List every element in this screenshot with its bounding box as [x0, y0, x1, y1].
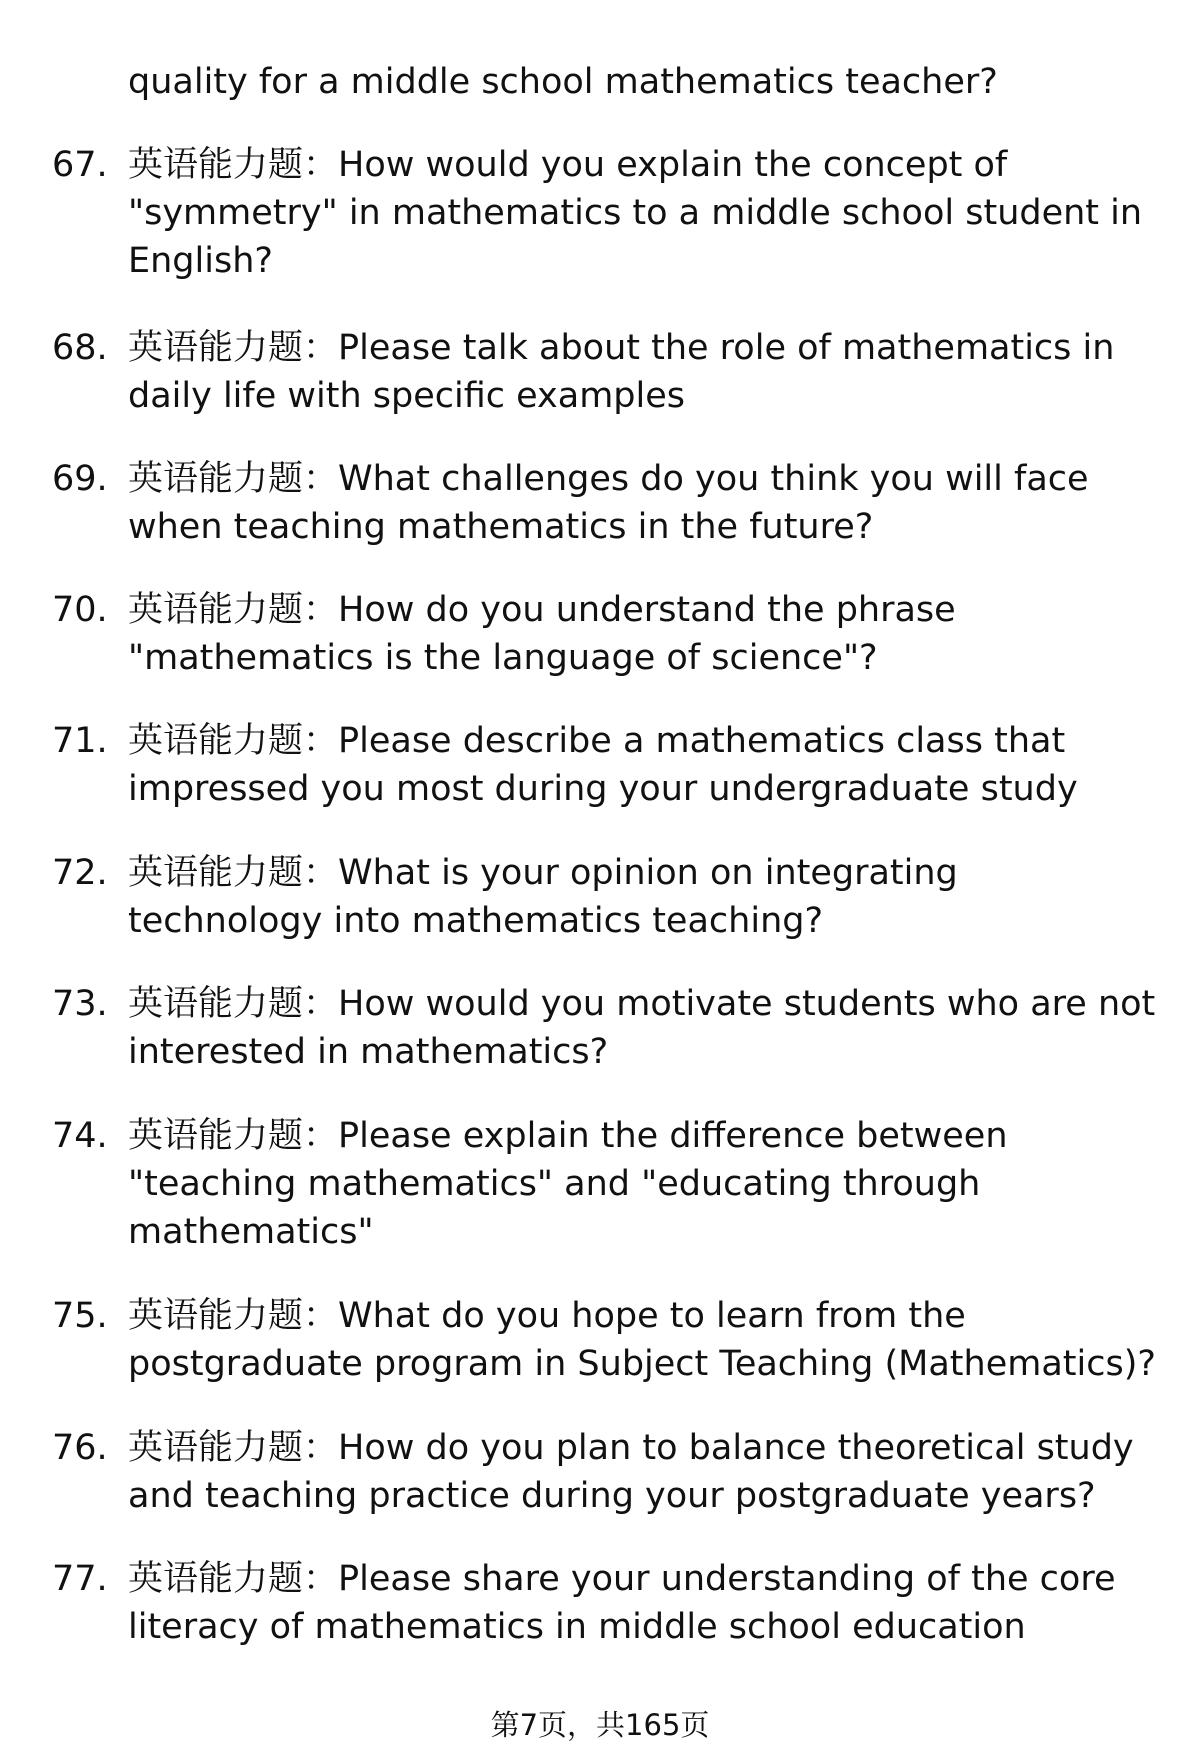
question-number: 72. — [52, 853, 108, 893]
continued-question-text: quality for a middle school mathematics teacher? — [128, 62, 998, 102]
question-72 — [52, 849, 1162, 945]
question-71 — [52, 717, 1162, 813]
question-body — [128, 980, 1158, 1076]
question-prefix: 英语能力题： — [128, 145, 339, 185]
question-text: How do you understand the phrase "mathematics is the language of science"? — [128, 590, 956, 678]
question-body — [128, 324, 1158, 420]
question-body — [128, 1424, 1158, 1520]
question-text: How would you explain the concept of "symmetry" in mathematics to a middle school student in English? — [128, 145, 1143, 281]
question-text: What do you hope to learn from the postgraduate program in Subject Teaching (Mathematics)? — [128, 1296, 1156, 1384]
question-prefix: 英语能力题： — [128, 590, 339, 630]
question-73 — [52, 980, 1162, 1076]
question-69 — [52, 455, 1162, 551]
question-prefix: 英语能力题： — [128, 1559, 339, 1599]
question-text: Please share your understanding of the core literacy of mathematics in middle school education — [128, 1559, 1116, 1647]
question-prefix: 英语能力题： — [128, 328, 339, 368]
question-text: Please describe a mathematics class that impressed you most during your undergraduate study — [128, 721, 1078, 809]
question-number: 73. — [52, 984, 108, 1024]
question-number: 68. — [52, 328, 108, 368]
question-prefix: 英语能力题： — [128, 1116, 339, 1156]
question-75 — [52, 1292, 1162, 1388]
question-text: How do you plan to balance theoretical study and teaching practice during your postgraduate years? — [128, 1428, 1134, 1516]
page-footer: 第7页，共165页 — [490, 1708, 710, 1742]
question-67 — [52, 141, 1162, 285]
question-number: 67. — [52, 145, 108, 185]
question-body — [128, 141, 1158, 285]
question-number: 76. — [52, 1428, 108, 1468]
question-74 — [52, 1112, 1162, 1256]
question-text: Please explain the difference between "teaching mathematics" and "educating through mathematics" — [128, 1116, 1008, 1252]
question-number: 75. — [52, 1296, 108, 1336]
question-prefix: 英语能力题： — [128, 984, 339, 1024]
question-text: How would you motivate students who are not interested in mathematics? — [128, 984, 1156, 1072]
question-text: Please talk about the role of mathematics in daily life with specific examples — [128, 328, 1115, 416]
question-number: 70. — [52, 590, 108, 630]
question-number: 69. — [52, 459, 108, 499]
question-body — [128, 1555, 1158, 1651]
question-body — [128, 1292, 1158, 1388]
question-body — [128, 717, 1158, 813]
question-77 — [52, 1555, 1162, 1651]
question-68 — [52, 324, 1162, 420]
question-body — [128, 586, 1158, 682]
question-76 — [52, 1424, 1162, 1520]
question-body — [128, 849, 1158, 945]
question-prefix: 英语能力题： — [128, 1428, 339, 1468]
question-number: 74. — [52, 1116, 108, 1156]
question-prefix: 英语能力题： — [128, 1296, 339, 1336]
question-70 — [52, 586, 1162, 682]
question-number: 77. — [52, 1559, 108, 1599]
question-text: What challenges do you think you will face when teaching mathematics in the future? — [128, 459, 1089, 547]
question-prefix: 英语能力题： — [128, 853, 339, 893]
question-body — [128, 455, 1158, 551]
question-prefix: 英语能力题： — [128, 459, 339, 499]
question-body — [128, 1112, 1158, 1256]
question-number: 71. — [52, 721, 108, 761]
question-prefix: 英语能力题： — [128, 721, 339, 761]
question-text: What is your opinion on integrating technology into mathematics teaching? — [128, 853, 958, 941]
